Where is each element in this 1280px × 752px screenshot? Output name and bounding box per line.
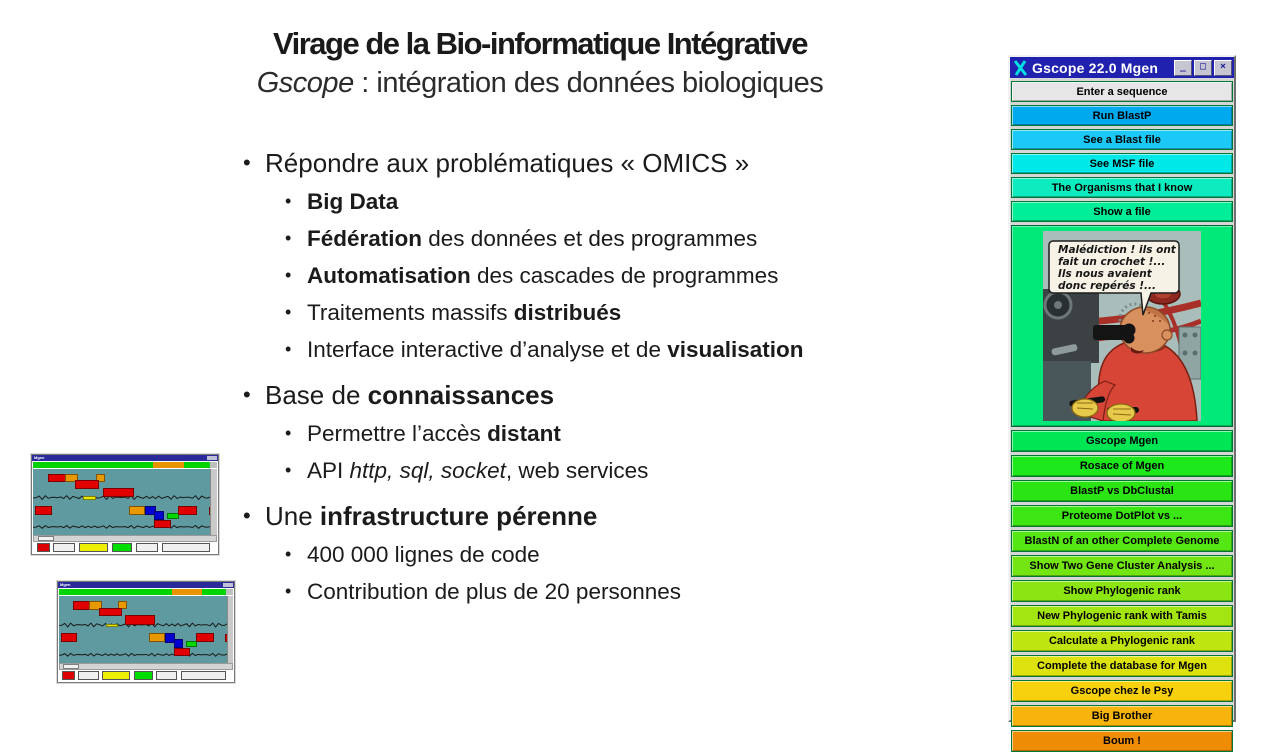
mini-button	[181, 671, 226, 680]
bullet-marker: •	[243, 150, 251, 175]
app-button-boum[interactable]: Boum !	[1011, 730, 1233, 752]
gene-block	[174, 648, 190, 656]
bullet-text: Automatisation des cascades de programmes	[307, 263, 779, 288]
mini-titlebar	[32, 455, 218, 461]
gene-block	[125, 615, 155, 624]
app-button-calculate-a-phylogenic-rank[interactable]: Calculate a Phylogenic rank	[1011, 630, 1233, 652]
bullet-marker: •	[285, 265, 292, 285]
app-button-blastp-vs-dbclustal[interactable]: BlastP vs DbClustal	[1011, 480, 1233, 502]
mini-green-bar	[59, 589, 233, 595]
bullet-marker: •	[243, 382, 251, 407]
mini-button	[62, 671, 74, 680]
mini-button	[102, 671, 130, 680]
cartoon-panel	[1011, 225, 1233, 427]
mini-titlebar	[58, 582, 234, 588]
bullet-item	[243, 415, 983, 452]
app-button-rosace-of-mgen[interactable]: Rosace of Mgen	[1011, 455, 1233, 477]
subtitle-gscope: Gscope	[256, 67, 354, 99]
mini-button	[134, 671, 153, 680]
gene-block	[154, 520, 171, 528]
bullet-text: Traitements massifs distribués	[307, 300, 622, 325]
svg-text:Malédiction ! ils ontfait un c: Malédiction ! ils ont fait un crochet !... Ils nous avaient donc repérés !...	[1058, 244, 1176, 292]
mini-genome-canvas	[33, 469, 217, 536]
mini-button-row	[59, 670, 233, 681]
bullet-text: Permettre l’accès distant	[307, 421, 561, 446]
gene-block	[167, 513, 178, 519]
mini-button	[156, 671, 177, 680]
bullet-item	[243, 220, 983, 257]
gene-block	[103, 488, 134, 497]
bullet-list	[243, 136, 983, 610]
gene-block	[196, 633, 214, 642]
bullet-text: API http, sql, socket, web services	[307, 458, 649, 483]
gene-block	[61, 633, 77, 642]
gene-block	[174, 639, 183, 648]
mini-genome-canvas	[59, 596, 233, 664]
bullet-item	[243, 257, 983, 294]
bullet-item	[243, 331, 983, 368]
bullet-text: 400 000 lignes de code	[307, 542, 540, 567]
slide-title-block	[185, 24, 895, 102]
gene-block	[186, 641, 197, 647]
bullet-item	[243, 294, 983, 331]
app-button-enter-a-sequence[interactable]: Enter a sequence	[1011, 81, 1233, 102]
slide-subtitle	[185, 64, 895, 102]
mini-button	[162, 543, 210, 552]
gene-block	[35, 506, 52, 515]
bullet-marker: •	[285, 228, 292, 248]
mini-title: Mgen	[60, 582, 71, 587]
bullet-item	[243, 143, 983, 183]
app-button-see-a-blast-file[interactable]: See a Blast file	[1011, 129, 1233, 150]
bullet-text: Fédération des données et des programmes	[307, 226, 758, 251]
mini-button-row	[33, 542, 217, 553]
mini-screenshot-1	[31, 454, 219, 555]
bullet-text: Répondre aux problématiques « OMICS »	[265, 148, 750, 178]
app-button-proteome-dotplot-vs[interactable]: Proteome DotPlot vs ...	[1011, 505, 1233, 527]
app-button-see-msf-file[interactable]: See MSF file	[1011, 153, 1233, 174]
app-button-run-blastp[interactable]: Run BlastP	[1011, 105, 1233, 126]
tintin-cartoon-image	[1043, 231, 1201, 421]
mini-hscrollbar	[59, 663, 233, 670]
bullet-item	[243, 183, 983, 220]
bullet-marker: •	[285, 191, 292, 211]
gene-block	[129, 506, 146, 515]
maximize-button[interactable]: □	[1194, 60, 1212, 76]
gscope-window-title: Gscope 22.0 Mgen	[1032, 59, 1159, 76]
gene-block	[154, 511, 163, 520]
gene-block	[83, 496, 96, 499]
mini-title: Mgen	[34, 455, 45, 460]
gene-block	[178, 506, 197, 515]
mini-button	[136, 543, 158, 552]
mini-hscrollbar	[33, 535, 217, 542]
mini-button	[78, 671, 99, 680]
bullet-item	[243, 452, 983, 489]
bullet-marker: •	[285, 423, 292, 443]
mini-button	[37, 543, 50, 552]
bullet-marker: •	[285, 339, 292, 359]
mini-hscroll-thumb	[38, 536, 54, 541]
gene-block	[106, 624, 118, 627]
bullet-text: Big Data	[307, 189, 399, 214]
mini-button	[112, 543, 132, 552]
subtitle-rest: : intégration des données biologiques	[353, 67, 824, 99]
app-button-show-phylogenic-rank[interactable]: Show Phylogenic rank	[1011, 580, 1233, 602]
app-button-show-a-file[interactable]: Show a file	[1011, 201, 1233, 222]
bullet-item	[243, 573, 983, 610]
gene-block	[73, 601, 91, 610]
mini-green-bar	[33, 462, 217, 468]
mini-window-buttons	[207, 456, 217, 460]
mini-window-buttons	[223, 583, 233, 587]
gscope-titlebar[interactable]	[1010, 57, 1234, 78]
close-button[interactable]: ×	[1214, 60, 1232, 76]
mini-vscrollbar	[210, 469, 217, 536]
bullet-item	[243, 375, 983, 415]
bullet-item	[243, 496, 983, 536]
app-button-gscope-mgen[interactable]: Gscope Mgen	[1011, 430, 1233, 452]
bullet-marker: •	[285, 581, 292, 601]
bullet-marker: •	[285, 544, 292, 564]
app-button-blastn-of-an-other-complete-genome[interactable]: BlastN of an other Complete Genome	[1011, 530, 1233, 552]
mini-hscroll-thumb	[63, 664, 78, 669]
gene-block	[75, 480, 99, 489]
minimize-button[interactable]: _	[1174, 60, 1192, 76]
bullet-text: Une infrastructure pérenne	[265, 501, 598, 531]
app-button-new-phylogenic-rank-with-tamis[interactable]: New Phylogenic rank with Tamis	[1011, 605, 1233, 627]
gene-block	[99, 608, 122, 617]
bullet-text: Base de connaissances	[265, 380, 555, 410]
bullet-item	[243, 536, 983, 573]
gene-block	[48, 474, 67, 483]
app-button-big-brother[interactable]: Big Brother	[1011, 705, 1233, 727]
mini-vscrollbar	[227, 596, 233, 664]
gene-block	[149, 633, 165, 642]
bullet-text: Interface interactive d’analyse et de visualisation	[307, 337, 804, 362]
bullet-marker: •	[285, 460, 292, 480]
mini-screenshot-2	[57, 581, 235, 683]
app-button-complete-the-database-for-mgen[interactable]: Complete the database for Mgen	[1011, 655, 1233, 677]
mini-button	[79, 543, 108, 552]
slide-title: Virage de la Bio-informatique Intégrative	[273, 26, 807, 61]
bullet-marker: •	[285, 302, 292, 322]
app-button-show-two-gene-cluster-analysis[interactable]: Show Two Gene Cluster Analysis ...	[1011, 555, 1233, 577]
bullet-marker: •	[243, 503, 251, 528]
gscope-window	[1008, 55, 1236, 747]
app-button-the-organisms-that-i-know[interactable]: The Organisms that I know	[1011, 177, 1233, 198]
mini-button	[53, 543, 75, 552]
x11-logo-icon	[1013, 60, 1030, 76]
bullet-text: Contribution de plus de 20 personnes	[307, 579, 682, 604]
app-button-gscope-chez-le-psy[interactable]: Gscope chez le Psy	[1011, 680, 1233, 702]
